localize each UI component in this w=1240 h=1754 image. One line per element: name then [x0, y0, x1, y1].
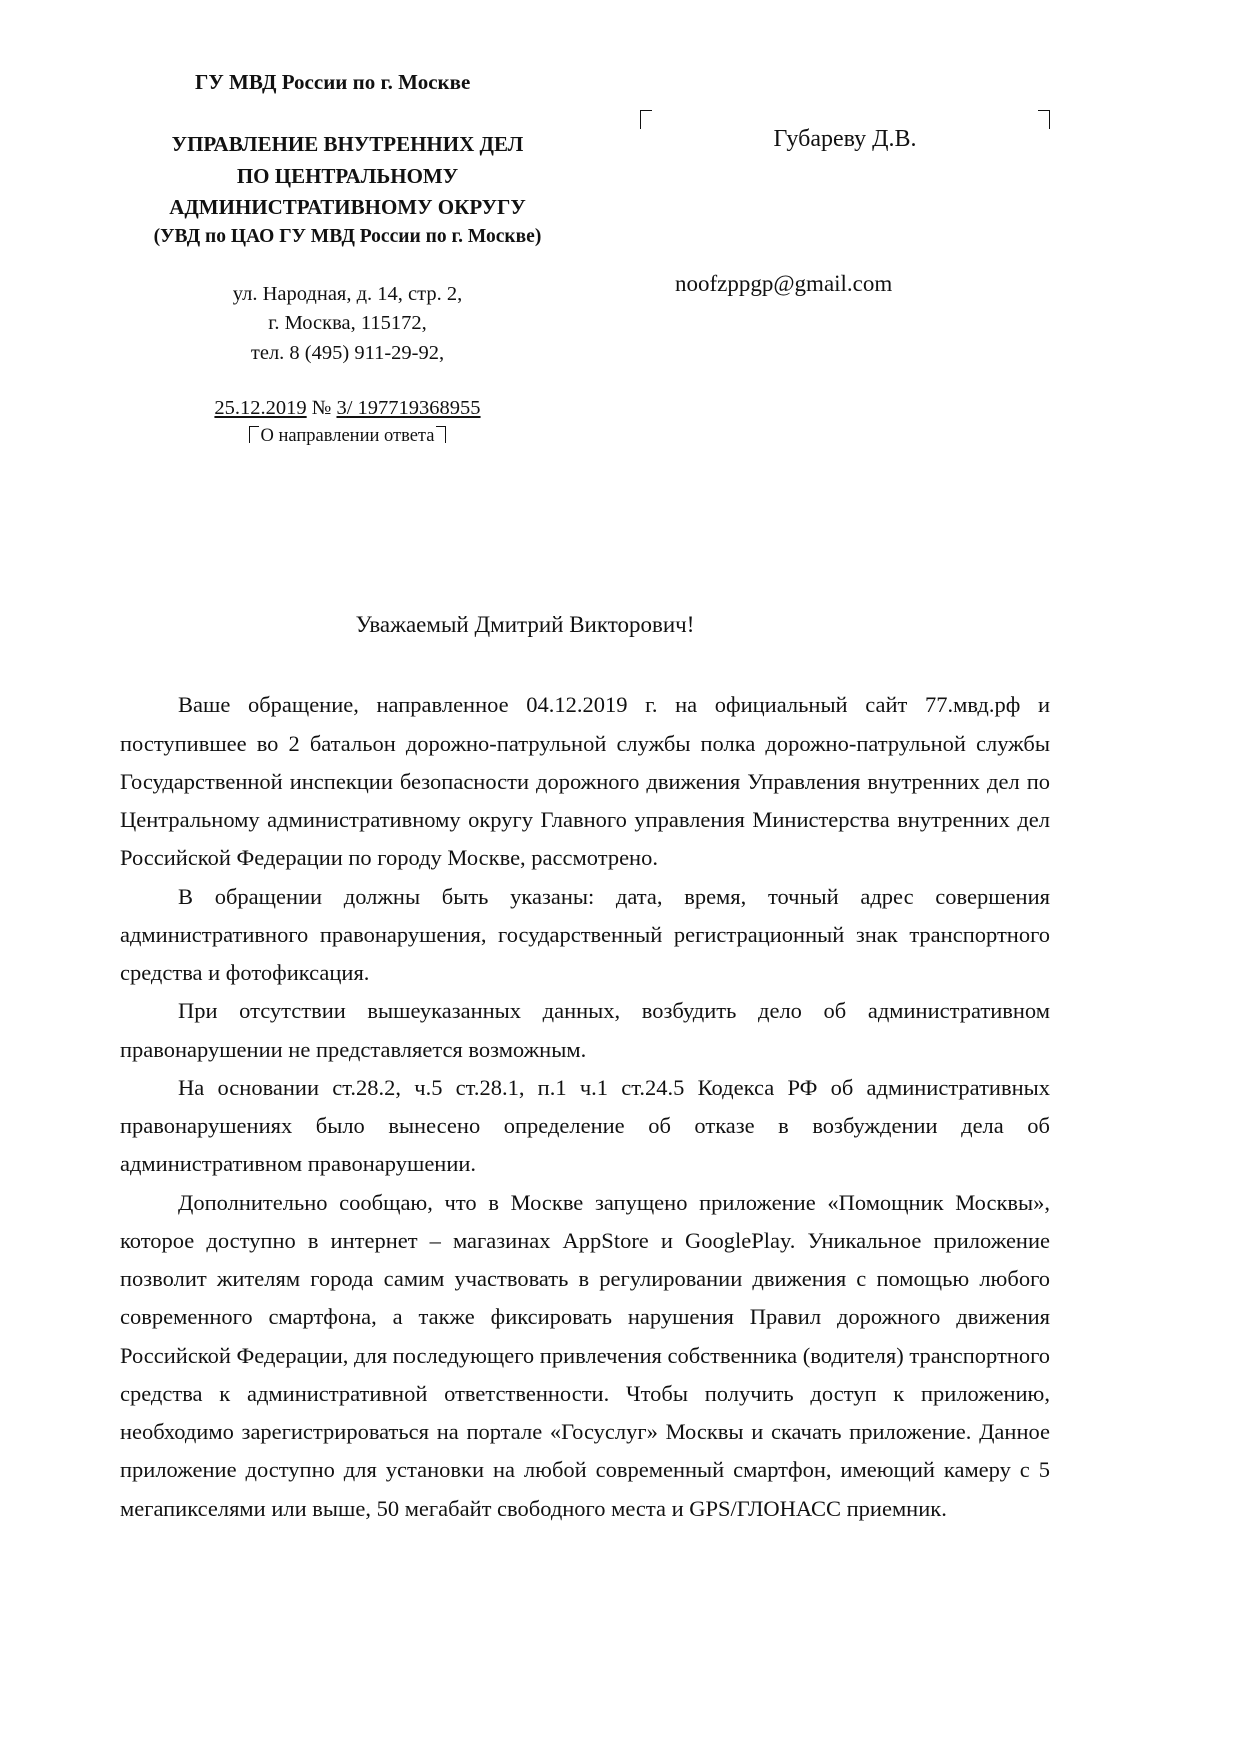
subject-corner-left-icon — [249, 426, 259, 443]
body-paragraph: Ваше обращение, направленное 04.12.2019 г. на официальный сайт 77.мвд.рф и поступившее во 2 батальон дорожно-патрульной службы полка дорожно-патрульной службы Государственной инспекции безопасности дорожного движения Управления внутренних дел по Центральному административному округу Главного управления Министерства внутренних дел Российской Федерации по городу Москве, рассмотрено. — [120, 692, 1050, 871]
org-name-line-2: ПО ЦЕНТРАЛЬНОМУ — [236, 163, 459, 188]
org-address-line-3: тел. 8 (495) 911-29-92, — [250, 342, 445, 365]
ref-number-sign: № — [311, 397, 332, 420]
org-name-line-3: АДМИНИСТРАТИВНОМУ ОКРУГУ — [169, 195, 526, 219]
org-address-line-2: г. Москва, 115172, — [268, 312, 427, 335]
subject-text: О направлении ответа — [260, 426, 435, 447]
salutation: Уважаемый Дмитрий Викторович! — [355, 612, 695, 638]
ref-number: 3/ 197719368955 — [336, 397, 481, 420]
letter-header — [120, 70, 1050, 447]
addressee-block — [575, 70, 1050, 297]
subject-line — [120, 426, 575, 447]
org-name-line-1: УПРАВЛЕНИЕ ВНУТРЕННИХ ДЕЛ — [171, 132, 524, 156]
addressee-email: noofzppgp@gmail.com — [675, 271, 893, 296]
addressee-name: Губареву Д.В. — [773, 126, 917, 152]
addressee-corner-left-icon — [640, 110, 652, 129]
addressee-corner-right-icon — [1038, 110, 1050, 129]
letterhead — [120, 70, 575, 447]
org-address-line-1: ул. Народная, д. 14, стр. 2, — [232, 282, 463, 305]
addressee-name-row — [640, 108, 1050, 153]
org-parent-name: ГУ МВД России по г. Москве — [195, 70, 471, 94]
ref-date: 25.12.2019 — [214, 397, 307, 420]
org-name-block — [120, 129, 575, 224]
letter-body — [120, 686, 1050, 1528]
ref-line — [120, 397, 575, 420]
org-address — [120, 280, 575, 370]
body-paragraph: Дополнительно сообщаю, что в Москве запущено приложение «Помощник Москвы», которое доступно в интернет – магазинах AppStore и GooglePlay. Уникальное приложение позволит жителям города самим участвовать в регулировании движения с помощью любого современного смартфона, а также фиксировать нарушения Правил дорожного движения Российской Федерации, для последующего привлечения собственника (водителя) транспортного средства к административной ответственности. Чтобы получить доступ к приложению, необходимо зарегистрироваться на портале «Госуслуг» Москвы и скачать приложение. Данное приложение доступно для установки на любой современный смартфон, имеющий камеру с 5 мегапикселями или выше, 50 мегабайт свободного места и GPS/ГЛОНАСС приемник. — [120, 1189, 1050, 1521]
body-paragraph: При отсутствии вышеуказанных данных, возбудить дело об административном правонарушении не представляется возможным. — [120, 998, 1050, 1062]
org-short-name: (УВД по ЦАО ГУ МВД России по г. Москве) — [153, 225, 542, 247]
subject-corner-right-icon — [436, 426, 446, 443]
body-paragraph: На основании ст.28.2, ч.5 ст.28.1, п.1 ч.1 ст.24.5 Кодекса РФ об административных правонарушениях было вынесено определение об отказе в возбуждении дела об административном правонарушении. — [120, 1074, 1050, 1177]
body-paragraph: В обращении должны быть указаны: дата, время, точный адрес совершения административного правонарушения, государственный регистрационный знак транспортного средства и фотофиксация. — [120, 883, 1050, 986]
